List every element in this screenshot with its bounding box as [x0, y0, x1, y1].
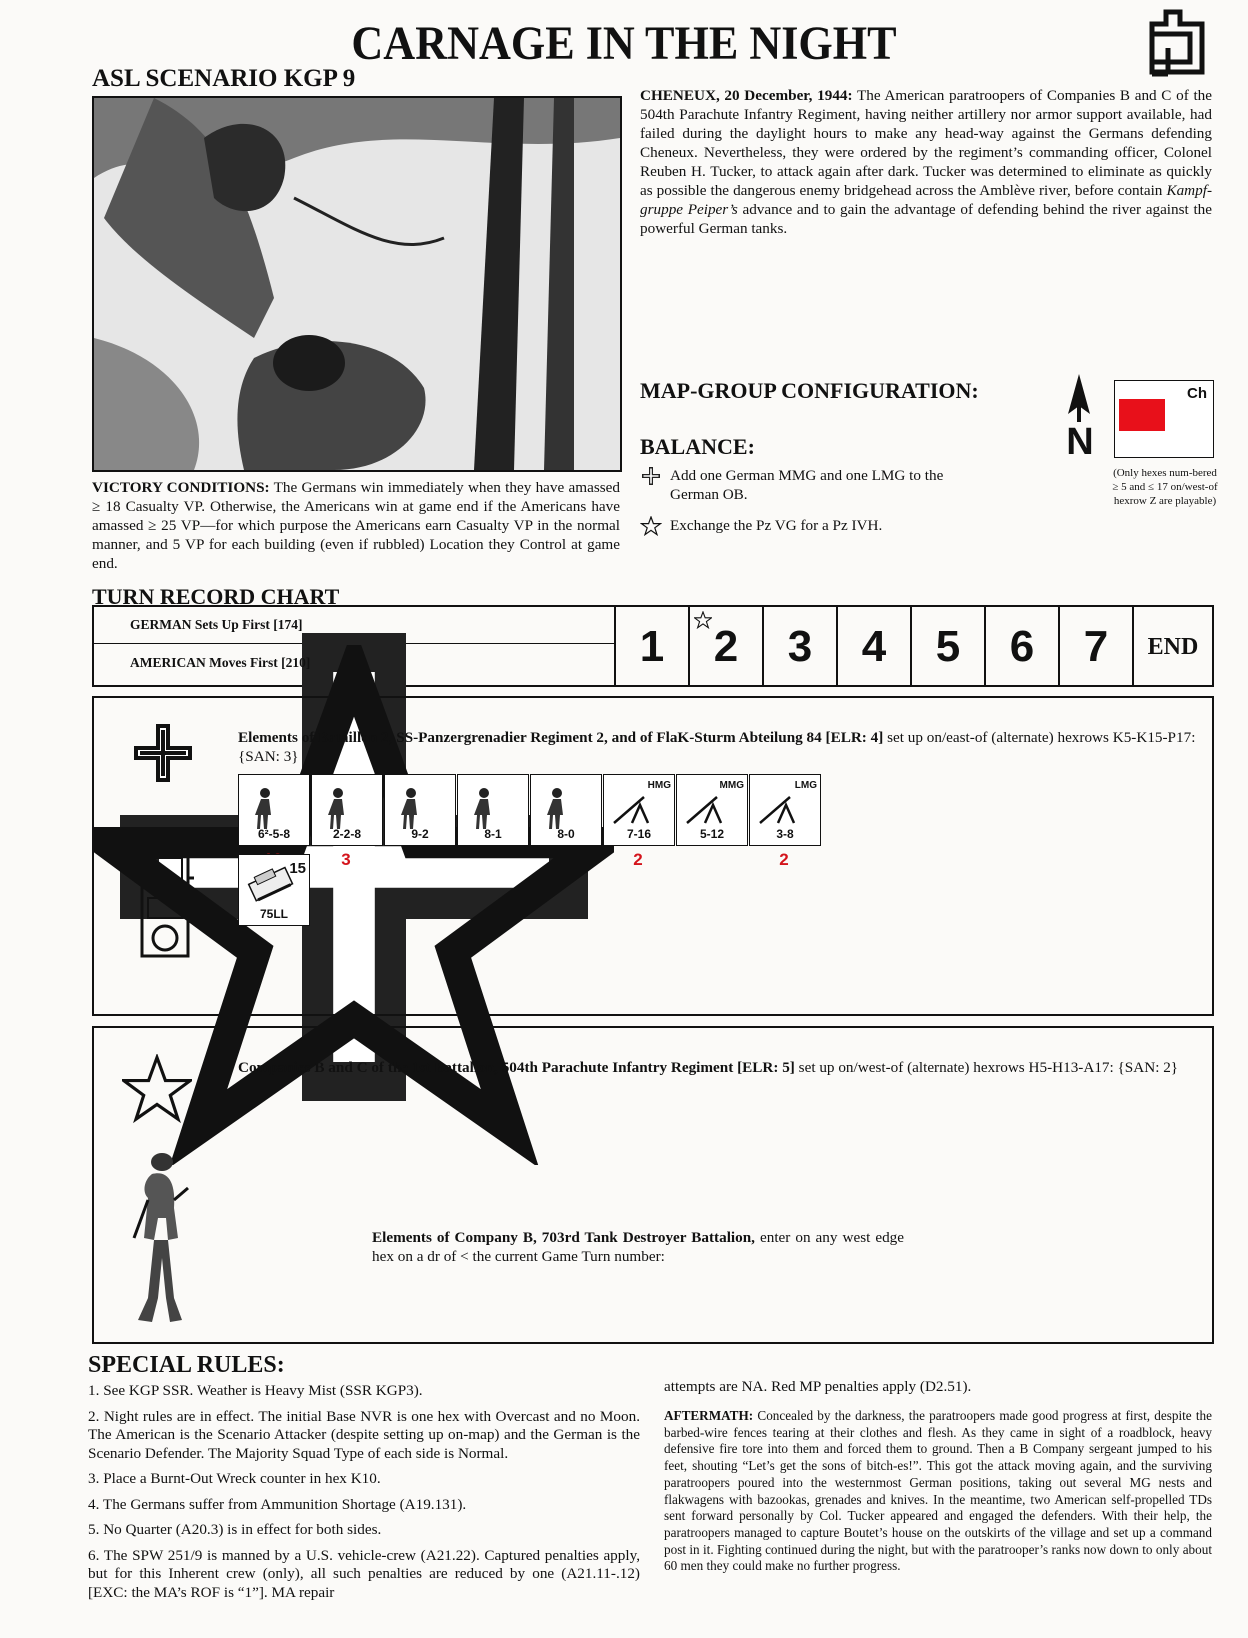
german-r1-counter-6	[676, 774, 748, 846]
german-r1-counter-quantity-1: 3	[341, 850, 351, 869]
counter-value: 5-12	[699, 827, 725, 841]
counter-type-label: HMG	[647, 780, 671, 791]
german-r1-counter-3	[457, 774, 529, 846]
german-cross-icon	[640, 466, 662, 486]
special-rules-heading: SPECIAL RULES:	[88, 1352, 285, 1378]
balance-german-text: Add one German MMG and one LMG to the German OB.	[670, 467, 944, 503]
rule-6: 6. The SPW 251/9 is manned by a U.S. vehicle-crew (A21.22). Captured penalties apply, but for this Inherent crew (only), all such penalties are reduced by one (A21.11-.12) [EXC: the MA’s ROF is “1”]. MA repair	[88, 1546, 640, 1601]
rule-2: 2. Night rules are in effect. The initial Base NVR is one hex with Overcast and no Moon. The American is the Scenario Attacker (despite setting up on-map) and the German is the Scenario Defender. The Majority Squad Type of each side is Normal.	[88, 1407, 640, 1462]
german-r1-counter-2	[384, 774, 456, 846]
balance-german	[640, 466, 970, 504]
counter-value: 9-2	[411, 827, 429, 841]
rule-1: 1. See KGP SSR. Weather is Heavy Mist (SSR KGP3).	[88, 1382, 423, 1399]
turn-2	[688, 607, 762, 685]
counter-value: 3-8	[776, 827, 794, 841]
german-r1-counter-0	[238, 774, 310, 846]
rule-5: 5. No Quarter (A20.3) is in effect for both sides.	[88, 1521, 382, 1538]
aftermath-text: Concealed by the darkness, the paratroopers made good progress at first, despite the barbed-wire fences tearing at their clothes and flesh. As they came in sight of a roadblock, heavy defensive fire tore into them and forced them to ground. Then a B Company sergeant jumped to his feet, shouting “Let’s get the sons of bitch-es!”. This got the attack moving again, and the surviving paratroopers poured into the westernmost German positions, taking out several MG nests and flakwagens with bazookas, grenades and knives. In the meantime, two American self-propelled TDs sent forward personally by Col. Tucker appeared and engaged the defenders. With their help, the paratroopers managed to capture Boutet’s house on the outskirts of the village and set up a command post in it. Fighting continued during the night, but with the paratrooper’s ranks now down to only about 60 men they could make no further progress.	[664, 1408, 1212, 1574]
counter-type-label: MMG	[719, 780, 744, 791]
special-rules-list	[88, 1382, 640, 1609]
counter-value: 8-1	[484, 827, 502, 841]
victory-conditions	[92, 478, 620, 573]
american-oob-panel	[92, 1026, 1214, 1344]
counter-type-label: LMG	[794, 780, 817, 791]
map-group-heading: MAP-GROUP CONFIGURATION:	[640, 378, 979, 403]
map-board-playable-area	[1119, 399, 1165, 431]
german-oob-setup: set up on/east-of (alternate) hexrows K5-K15-P17: {SAN: 3}	[238, 729, 1196, 765]
intro-text-2: advance and to gain the advantage of defending behind the river against the powerful German tanks.	[640, 201, 1212, 237]
counter-value: 75LL	[259, 907, 288, 921]
turn-4: 4	[836, 607, 910, 685]
balance-heading: BALANCE:	[640, 434, 755, 459]
paratrooper-illustration-icon	[128, 1148, 192, 1328]
balkenkreuz-icon	[132, 722, 194, 784]
turn-record-chart	[92, 605, 1214, 687]
german-r1-counter-quantity-5: 2	[633, 850, 643, 869]
scenario-id: ASL SCENARIO KGP 9	[92, 65, 356, 92]
turn-7: 7	[1058, 607, 1132, 685]
victory-text: The Germans win immediately when they have amassed ≥ 18 Casualty VP. Otherwise, the Americans win at game end if the Americans have amassed ≥ 25 VP—for which purpose the Americans earn Casualty VP in the normal manner, and 5 VP for each building (even if rubbled) Location they Control at game end.	[92, 479, 620, 572]
counter-value: 7-16	[626, 827, 652, 841]
historical-intro	[640, 86, 1212, 238]
american-star-icon	[694, 611, 712, 629]
historical-photo	[92, 96, 622, 472]
german-oob-bold: Elements of Bataillon 2, SS-Panzergrenadier Regiment 2, and of FlaK-Sturm Abteilung 84 [ELR: 4]	[238, 729, 884, 746]
north-label: N	[1066, 421, 1094, 463]
german-oob-panel	[92, 696, 1214, 1016]
counter-value: 2-2-8	[332, 827, 361, 841]
turn-german-label: GERMAN Sets Up First [174]	[130, 617, 303, 632]
rule-3: 3. Place a Burnt-Out Wreck counter in hex K10.	[88, 1470, 381, 1487]
counter-value: 6²-5-8	[257, 827, 290, 841]
turn-end: END	[1132, 607, 1212, 685]
german-r2-counter-0	[238, 854, 310, 926]
turn-6: 6	[984, 607, 1058, 685]
aftermath	[664, 1408, 1212, 1575]
turn-1: 1	[614, 607, 688, 685]
turn-2-label: 2	[713, 622, 739, 671]
rule-6-continued: attempts are NA. Red MP penalties apply (D2.51).	[664, 1378, 972, 1395]
turn-record-heading: TURN RECORD CHART	[92, 584, 340, 609]
intro-italic: Kampf-gruppe Peiper’s	[640, 182, 1212, 218]
turn-german-row	[94, 607, 614, 644]
turn-american-row	[94, 645, 614, 681]
publisher-logo	[1138, 8, 1208, 88]
german-oob-text	[238, 728, 1204, 766]
rule-4: 4. The Germans suffer from Ammunition Shortage (A19.131).	[88, 1495, 467, 1513]
counter-value: 8-0	[557, 827, 575, 841]
intro-lead: CHENEUX, 20 December, 1944:	[640, 87, 853, 104]
turn-american-label: AMERICAN Moves First [210]	[130, 655, 311, 670]
german-r1-counter-1	[311, 774, 383, 846]
german-r1-counter-7	[749, 774, 821, 846]
turn-3: 3	[762, 607, 836, 685]
balance-american	[640, 516, 970, 535]
victory-lead: VICTORY CONDITIONS:	[92, 479, 270, 496]
td-reinforcement-text	[372, 1228, 904, 1266]
german-r1-counter-5	[603, 774, 675, 846]
american-star-icon	[640, 516, 662, 536]
scenario-title: CARNAGE IN THE NIGHT	[351, 17, 897, 70]
td-text: enter on any west edge hex on a dr of < the current Game Turn number:	[372, 1229, 904, 1265]
american-oob-text	[238, 1058, 1204, 1077]
american-star-icon	[122, 1054, 192, 1124]
td-bold: Elements of Company B, 703rd Tank Destroyer Battalion,	[372, 1229, 755, 1246]
map-board	[1114, 380, 1214, 458]
german-r1-counter-4	[530, 774, 602, 846]
halftrack-illustration-icon	[134, 838, 196, 968]
balance-american-text: Exchange the Pz VG for a Pz IVH.	[670, 517, 883, 534]
aftermath-lead: AFTERMATH:	[664, 1408, 754, 1423]
turn-5: 5	[910, 607, 984, 685]
map-board-label: Ch	[1187, 385, 1207, 402]
german-r1-counter-quantity-7: 2	[779, 850, 789, 869]
american-oob-bold: Companies B and C of the 1st Battalion, 504th Parachute Infantry Regiment [ELR: 5]	[238, 1059, 795, 1076]
map-note: (Only hexes num-bered ≥ 5 and ≤ 17 on/west-of hexrow Z are playable)	[1112, 467, 1218, 507]
american-oob-setup: set up on/west-of (alternate) hexrows H5-H13-A17: {SAN: 2}	[794, 1059, 1179, 1076]
counter-movement-value: 15	[289, 860, 306, 877]
intro-text: The American paratroopers of Companies B and C of the 504th Parachute Infantry Regiment, having neither artillery nor armor support available, had failed during the daylight hours to make any head-way against the Germans defending Cheneux. Nevertheless, they were ordered by the regiment’s commanding officer, Colonel Reuben H. Tucker, to attack again after dark. Tucker was determined to eliminate as quickly as possible the dangerous enemy bridgehead across the Amblève river, before contain	[640, 87, 1213, 199]
